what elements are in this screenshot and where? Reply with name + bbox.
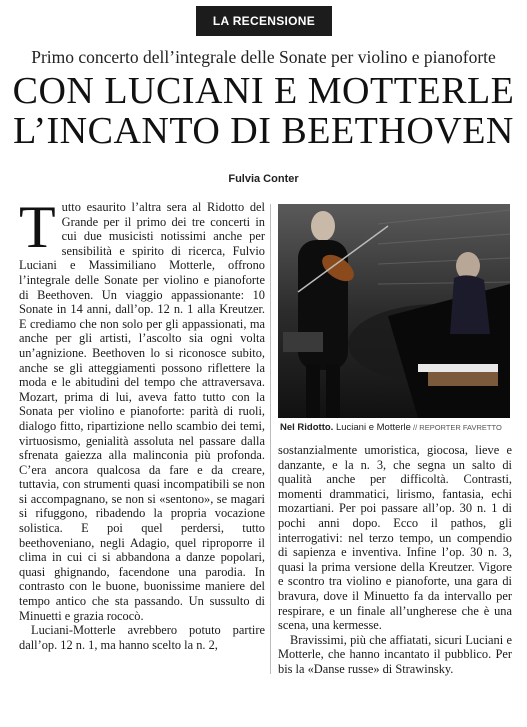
concert-photo (278, 204, 510, 418)
paragraph-2: Luciani-Motterle avrebbero potuto partire dall’op. 12 n. 1, ma hanno scelto la n. 2, (19, 623, 265, 652)
headline-line-1: CON LUCIANI E MOTTERLE (12, 70, 515, 112)
paragraph-1-text: utto esaurito l’altra sera al Ridotto del Grande per il primo dei tre concerti in cui due musicisti notissimi anche per sensibilità e spirito di ricerca, Fulvio Luciani e Massimiliano Motterle, offrono l’integrale delle Sonate per violino e pianoforte di Beethoven. Un viaggio appassionante: 10 Sonate in 14 anni, dall’op. 12 n. 1 alla Kreutzer. E crediamo che non solo per gli appassionati, ma anche per gli artisti, l’ascolto sia ogni volta un’agnizione. Beethoven lo si riconosce subito, anche se gli atteggiamenti possono riflettere la moda e le abitudini del tempo che attraversava. Mozart, prima di lui, aveva fatto tutto con la Sonata per violino e pianoforte: parità di ruoli, dialogo fitto, ripartizione nello scambio dei temi, virtuosismo, genialità assoluta nel passare dalla sfrenata gaiezza alla malinconia più profonda. C’era ancora qualcosa da fare e da creare, tuttavia, con strumenti quasi incompatibili se non si accompagnano, se non si «sentono», se magari si rifuggono, ribadendo la propria vocazione solistica. E poi quel perdersi, tutto beethoveniano, negli Adagio, quel riproporre il clima in cui ci si abbandona a danze popolari, quasi ghignando, facendone una parodia. In contrasto con le buone, buonissime maniere del tempo antico che sta passando. Un sussulto di Minuetti e grazia rococò. (19, 200, 265, 623)
caption-title: Nel Ridotto. (280, 422, 334, 433)
paragraph-3: sostanzialmente umoristica, giocosa, lieve e danzante, e la n. 3, che segna un salto di qualità anche per difficoltà. Contrasti, momenti drammatici, lirismo, fantasia, echi mozartiani. Per poi passare all’op. 30 n. 1 di pochi anni dopo. Ecco il pathos, gli interrogativi: nel terzo tempo, un compendio di sapienza e inventiva. Infine l’op. 30 n. 3, quasi la prima versione della Kreutzer. Vigore e scontro tra violino e pianoforte, una gara di bravura, dove il Minuetto fa da intervallo per respirare, e un finale all’ungherese che è una scena, una kermesse. (278, 443, 512, 633)
column-divider (270, 204, 271, 674)
article-column-left (19, 194, 265, 652)
paragraph-1 (19, 194, 265, 623)
paragraph-4: Bravissimi, più che affiatati, sicuri Luciani e Motterle, che hanno incantato il pubblico. Per bis la «Danse russe» di Strawinsky. (278, 632, 512, 676)
article-subtitle: Primo concerto dell’integrale delle Sonate per violino e pianoforte (31, 47, 496, 67)
section-rubric: LA RECENSIONE (196, 6, 332, 36)
concert-photo-illustration (278, 204, 510, 418)
caption-text: Luciani e Motterle (333, 422, 411, 433)
photo-caption (280, 422, 512, 433)
photo-credit: // REPORTER FAVRETTO (410, 423, 502, 432)
byline: Fulvia Conter (228, 173, 299, 185)
headline-line-2: L’INCANTO DI BEETHOVEN (13, 110, 514, 152)
drop-cap: T (19, 194, 56, 260)
article-column-right (278, 443, 512, 677)
headline (0, 71, 527, 151)
